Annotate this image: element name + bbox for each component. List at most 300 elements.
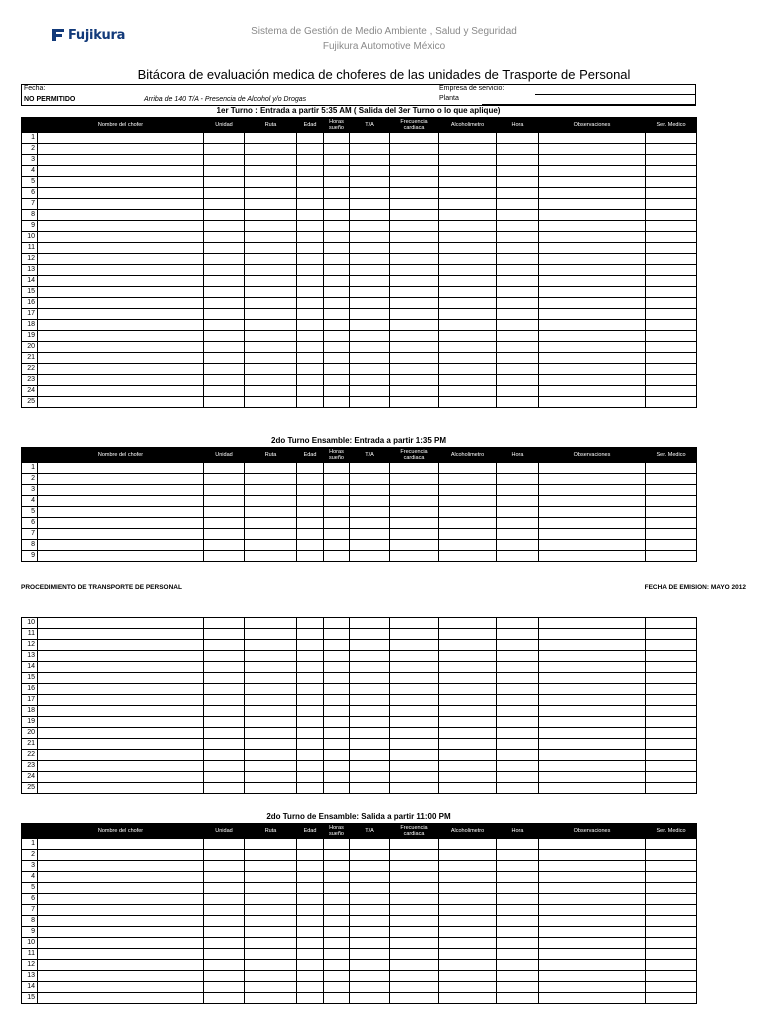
entry-cell[interactable] [390,695,439,706]
entry-cell[interactable] [38,684,204,695]
entry-cell[interactable] [324,144,350,155]
entry-cell[interactable] [439,375,497,386]
entry-cell[interactable] [497,938,539,949]
entry-cell[interactable] [350,188,390,199]
entry-cell[interactable] [38,353,204,364]
entry-cell[interactable] [204,761,245,772]
entry-cell[interactable] [390,155,439,166]
entry-cell[interactable] [245,850,297,861]
entry-cell[interactable] [646,540,697,551]
entry-cell[interactable] [297,551,324,562]
entry-cell[interactable] [539,529,646,540]
entry-cell[interactable] [497,905,539,916]
entry-cell[interactable] [439,894,497,905]
entry-cell[interactable] [297,949,324,960]
entry-cell[interactable] [204,551,245,562]
entry-cell[interactable] [245,133,297,144]
entry-cell[interactable] [324,861,350,872]
entry-cell[interactable] [390,982,439,993]
entry-cell[interactable] [539,254,646,265]
entry-cell[interactable] [38,783,204,794]
entry-cell[interactable] [297,883,324,894]
entry-cell[interactable] [390,144,439,155]
entry-cell[interactable] [297,662,324,673]
entry-cell[interactable] [324,265,350,276]
entry-cell[interactable] [390,938,439,949]
entry-cell[interactable] [497,529,539,540]
entry-cell[interactable] [350,144,390,155]
entry-cell[interactable] [297,540,324,551]
entry-cell[interactable] [297,199,324,210]
entry-cell[interactable] [646,684,697,695]
entry-cell[interactable] [350,772,390,783]
entry-cell[interactable] [497,474,539,485]
entry-cell[interactable] [245,883,297,894]
entry-cell[interactable] [324,640,350,651]
entry-cell[interactable] [297,298,324,309]
entry-cell[interactable] [245,783,297,794]
entry-cell[interactable] [497,485,539,496]
entry-cell[interactable] [38,850,204,861]
entry-cell[interactable] [539,331,646,342]
entry-cell[interactable] [204,276,245,287]
entry-cell[interactable] [390,232,439,243]
entry-cell[interactable] [390,254,439,265]
entry-cell[interactable] [539,210,646,221]
entry-cell[interactable] [204,662,245,673]
entry-cell[interactable] [539,353,646,364]
entry-cell[interactable] [324,518,350,529]
entry-cell[interactable] [539,629,646,640]
entry-cell[interactable] [297,894,324,905]
entry-cell[interactable] [439,993,497,1004]
entry-cell[interactable] [245,496,297,507]
entry-cell[interactable] [497,276,539,287]
entry-cell[interactable] [497,309,539,320]
entry-cell[interactable] [539,155,646,166]
entry-cell[interactable] [38,320,204,331]
entry-cell[interactable] [646,750,697,761]
entry-cell[interactable] [204,629,245,640]
entry-cell[interactable] [390,684,439,695]
entry-cell[interactable] [390,629,439,640]
entry-cell[interactable] [390,673,439,684]
entry-cell[interactable] [245,331,297,342]
entry-cell[interactable] [350,298,390,309]
entry-cell[interactable] [497,232,539,243]
entry-cell[interactable] [350,938,390,949]
entry-cell[interactable] [297,706,324,717]
entry-cell[interactable] [297,783,324,794]
entry-cell[interactable] [439,551,497,562]
entry-cell[interactable] [350,265,390,276]
entry-cell[interactable] [390,496,439,507]
entry-cell[interactable] [350,684,390,695]
entry-cell[interactable] [439,728,497,739]
entry-cell[interactable] [297,166,324,177]
entry-cell[interactable] [539,960,646,971]
entry-cell[interactable] [646,210,697,221]
entry-cell[interactable] [439,706,497,717]
entry-cell[interactable] [439,739,497,750]
entry-cell[interactable] [390,342,439,353]
entry-cell[interactable] [324,850,350,861]
entry-cell[interactable] [38,695,204,706]
entry-cell[interactable] [439,496,497,507]
entry-cell[interactable] [390,364,439,375]
entry-cell[interactable] [297,232,324,243]
entry-cell[interactable] [646,232,697,243]
entry-cell[interactable] [297,695,324,706]
entry-cell[interactable] [646,188,697,199]
entry-cell[interactable] [390,551,439,562]
entry-cell[interactable] [38,540,204,551]
entry-cell[interactable] [324,243,350,254]
entry-cell[interactable] [297,496,324,507]
entry-cell[interactable] [646,199,697,210]
entry-cell[interactable] [646,761,697,772]
entry-cell[interactable] [204,905,245,916]
entry-cell[interactable] [297,221,324,232]
entry-cell[interactable] [497,717,539,728]
entry-cell[interactable] [245,287,297,298]
entry-cell[interactable] [350,397,390,408]
entry-cell[interactable] [324,342,350,353]
entry-cell[interactable] [390,463,439,474]
entry-cell[interactable] [390,927,439,938]
entry-cell[interactable] [439,144,497,155]
entry-cell[interactable] [324,221,350,232]
entry-cell[interactable] [646,695,697,706]
entry-cell[interactable] [324,761,350,772]
entry-cell[interactable] [297,320,324,331]
entry-cell[interactable] [646,342,697,353]
entry-cell[interactable] [439,750,497,761]
entry-cell[interactable] [497,651,539,662]
entry-cell[interactable] [497,728,539,739]
entry-cell[interactable] [324,529,350,540]
entry-cell[interactable] [245,397,297,408]
entry-cell[interactable] [245,364,297,375]
entry-cell[interactable] [297,177,324,188]
entry-cell[interactable] [297,287,324,298]
entry-cell[interactable] [38,342,204,353]
entry-cell[interactable] [324,629,350,640]
entry-cell[interactable] [297,386,324,397]
entry-cell[interactable] [38,210,204,221]
entry-cell[interactable] [390,739,439,750]
entry-cell[interactable] [646,265,697,276]
entry-cell[interactable] [204,938,245,949]
entry-cell[interactable] [38,750,204,761]
entry-cell[interactable] [297,397,324,408]
entry-cell[interactable] [497,750,539,761]
entry-cell[interactable] [539,938,646,949]
entry-cell[interactable] [38,518,204,529]
entry-cell[interactable] [539,949,646,960]
entry-cell[interactable] [204,474,245,485]
entry-cell[interactable] [324,905,350,916]
entry-cell[interactable] [439,850,497,861]
entry-cell[interactable] [204,397,245,408]
entry-cell[interactable] [350,331,390,342]
entry-cell[interactable] [390,839,439,850]
entry-cell[interactable] [497,496,539,507]
entry-cell[interactable] [245,695,297,706]
entry-cell[interactable] [350,618,390,629]
entry-cell[interactable] [390,375,439,386]
entry-cell[interactable] [390,331,439,342]
entry-cell[interactable] [350,375,390,386]
entry-cell[interactable] [245,684,297,695]
entry-cell[interactable] [245,155,297,166]
entry-cell[interactable] [646,485,697,496]
entry-cell[interactable] [324,177,350,188]
entry-cell[interactable] [204,243,245,254]
entry-cell[interactable] [539,551,646,562]
entry-cell[interactable] [390,507,439,518]
entry-cell[interactable] [646,883,697,894]
entry-cell[interactable] [646,938,697,949]
entry-cell[interactable] [390,960,439,971]
entry-cell[interactable] [497,166,539,177]
entry-cell[interactable] [204,331,245,342]
entry-cell[interactable] [350,982,390,993]
entry-cell[interactable] [646,386,697,397]
entry-cell[interactable] [350,640,390,651]
entry-cell[interactable] [38,485,204,496]
entry-cell[interactable] [38,739,204,750]
entry-cell[interactable] [297,938,324,949]
entry-cell[interactable] [245,839,297,850]
entry-cell[interactable] [439,651,497,662]
entry-cell[interactable] [646,221,697,232]
entry-cell[interactable] [646,850,697,861]
entry-cell[interactable] [539,133,646,144]
entry-cell[interactable] [350,717,390,728]
entry-cell[interactable] [646,375,697,386]
entry-cell[interactable] [204,199,245,210]
entry-cell[interactable] [324,839,350,850]
entry-cell[interactable] [539,861,646,872]
entry-cell[interactable] [497,221,539,232]
entry-cell[interactable] [497,463,539,474]
entry-cell[interactable] [539,166,646,177]
entry-cell[interactable] [245,651,297,662]
entry-cell[interactable] [324,728,350,739]
entry-cell[interactable] [439,518,497,529]
entry-cell[interactable] [245,761,297,772]
entry-cell[interactable] [245,221,297,232]
entry-cell[interactable] [297,993,324,1004]
entry-cell[interactable] [204,177,245,188]
entry-cell[interactable] [350,916,390,927]
entry-cell[interactable] [204,883,245,894]
entry-cell[interactable] [38,629,204,640]
entry-cell[interactable] [646,772,697,783]
entry-cell[interactable] [439,155,497,166]
entry-cell[interactable] [646,287,697,298]
entry-cell[interactable] [297,982,324,993]
entry-cell[interactable] [324,783,350,794]
entry-cell[interactable] [324,474,350,485]
entry-cell[interactable] [204,695,245,706]
entry-cell[interactable] [439,684,497,695]
entry-cell[interactable] [38,496,204,507]
entry-cell[interactable] [350,276,390,287]
entry-cell[interactable] [439,507,497,518]
entry-cell[interactable] [38,463,204,474]
entry-cell[interactable] [324,463,350,474]
entry-cell[interactable] [539,507,646,518]
entry-cell[interactable] [390,949,439,960]
entry-cell[interactable] [497,243,539,254]
entry-cell[interactable] [439,254,497,265]
entry-cell[interactable] [38,916,204,927]
entry-cell[interactable] [297,309,324,320]
entry-cell[interactable] [204,772,245,783]
entry-cell[interactable] [38,728,204,739]
entry-cell[interactable] [324,166,350,177]
entry-cell[interactable] [324,309,350,320]
entry-cell[interactable] [38,938,204,949]
entry-cell[interactable] [497,916,539,927]
entry-cell[interactable] [297,133,324,144]
entry-cell[interactable] [324,375,350,386]
entry-cell[interactable] [390,883,439,894]
entry-cell[interactable] [350,894,390,905]
entry-cell[interactable] [38,133,204,144]
entry-cell[interactable] [204,287,245,298]
entry-cell[interactable] [38,243,204,254]
entry-cell[interactable] [245,298,297,309]
entry-cell[interactable] [390,397,439,408]
entry-cell[interactable] [497,861,539,872]
entry-cell[interactable] [297,916,324,927]
entry-cell[interactable] [324,651,350,662]
entry-cell[interactable] [204,839,245,850]
entry-cell[interactable] [390,640,439,651]
entry-cell[interactable] [439,872,497,883]
entry-cell[interactable] [297,960,324,971]
entry-cell[interactable] [646,618,697,629]
entry-cell[interactable] [350,993,390,1004]
entry-cell[interactable] [350,850,390,861]
entry-cell[interactable] [439,397,497,408]
entry-cell[interactable] [245,265,297,276]
entry-cell[interactable] [350,287,390,298]
entry-cell[interactable] [350,166,390,177]
entry-cell[interactable] [439,188,497,199]
entry-cell[interactable] [390,916,439,927]
entry-cell[interactable] [204,861,245,872]
entry-cell[interactable] [297,331,324,342]
entry-cell[interactable] [497,375,539,386]
entry-cell[interactable] [646,949,697,960]
entry-cell[interactable] [350,905,390,916]
entry-cell[interactable] [497,298,539,309]
entry-cell[interactable] [245,927,297,938]
entry-cell[interactable] [646,839,697,850]
entry-cell[interactable] [297,651,324,662]
entry-cell[interactable] [245,706,297,717]
entry-cell[interactable] [539,872,646,883]
entry-cell[interactable] [245,199,297,210]
entry-cell[interactable] [324,353,350,364]
entry-cell[interactable] [324,960,350,971]
entry-cell[interactable] [245,166,297,177]
entry-cell[interactable] [539,309,646,320]
entry-cell[interactable] [324,496,350,507]
entry-cell[interactable] [497,640,539,651]
entry-cell[interactable] [245,772,297,783]
entry-cell[interactable] [390,850,439,861]
entry-cell[interactable] [324,331,350,342]
entry-cell[interactable] [204,540,245,551]
entry-cell[interactable] [439,629,497,640]
entry-cell[interactable] [204,254,245,265]
entry-cell[interactable] [297,276,324,287]
entry-cell[interactable] [297,144,324,155]
entry-cell[interactable] [497,155,539,166]
entry-cell[interactable] [390,894,439,905]
entry-cell[interactable] [390,872,439,883]
entry-cell[interactable] [439,673,497,684]
entry-cell[interactable] [297,265,324,276]
entry-cell[interactable] [646,177,697,188]
entry-cell[interactable] [38,551,204,562]
entry-cell[interactable] [38,960,204,971]
entry-cell[interactable] [390,783,439,794]
entry-cell[interactable] [38,706,204,717]
entry-cell[interactable] [439,982,497,993]
entry-cell[interactable] [390,651,439,662]
entry-cell[interactable] [439,839,497,850]
entry-cell[interactable] [497,706,539,717]
entry-cell[interactable] [646,474,697,485]
entry-cell[interactable] [390,188,439,199]
entry-cell[interactable] [646,518,697,529]
entry-cell[interactable] [204,529,245,540]
entry-cell[interactable] [350,474,390,485]
entry-cell[interactable] [245,485,297,496]
entry-cell[interactable] [38,474,204,485]
entry-cell[interactable] [539,993,646,1004]
entry-cell[interactable] [646,320,697,331]
entry-cell[interactable] [646,905,697,916]
entry-cell[interactable] [38,188,204,199]
entry-cell[interactable] [324,739,350,750]
entry-cell[interactable] [350,232,390,243]
entry-cell[interactable] [350,364,390,375]
entry-cell[interactable] [245,982,297,993]
entry-cell[interactable] [539,883,646,894]
entry-cell[interactable] [245,739,297,750]
entry-cell[interactable] [539,364,646,375]
entry-cell[interactable] [646,353,697,364]
entry-cell[interactable] [350,177,390,188]
entry-cell[interactable] [646,651,697,662]
entry-cell[interactable] [245,894,297,905]
entry-cell[interactable] [245,144,297,155]
entry-cell[interactable] [539,496,646,507]
entry-cell[interactable] [350,518,390,529]
entry-cell[interactable] [245,210,297,221]
entry-cell[interactable] [324,155,350,166]
entry-cell[interactable] [324,750,350,761]
entry-cell[interactable] [204,166,245,177]
entry-cell[interactable] [497,287,539,298]
